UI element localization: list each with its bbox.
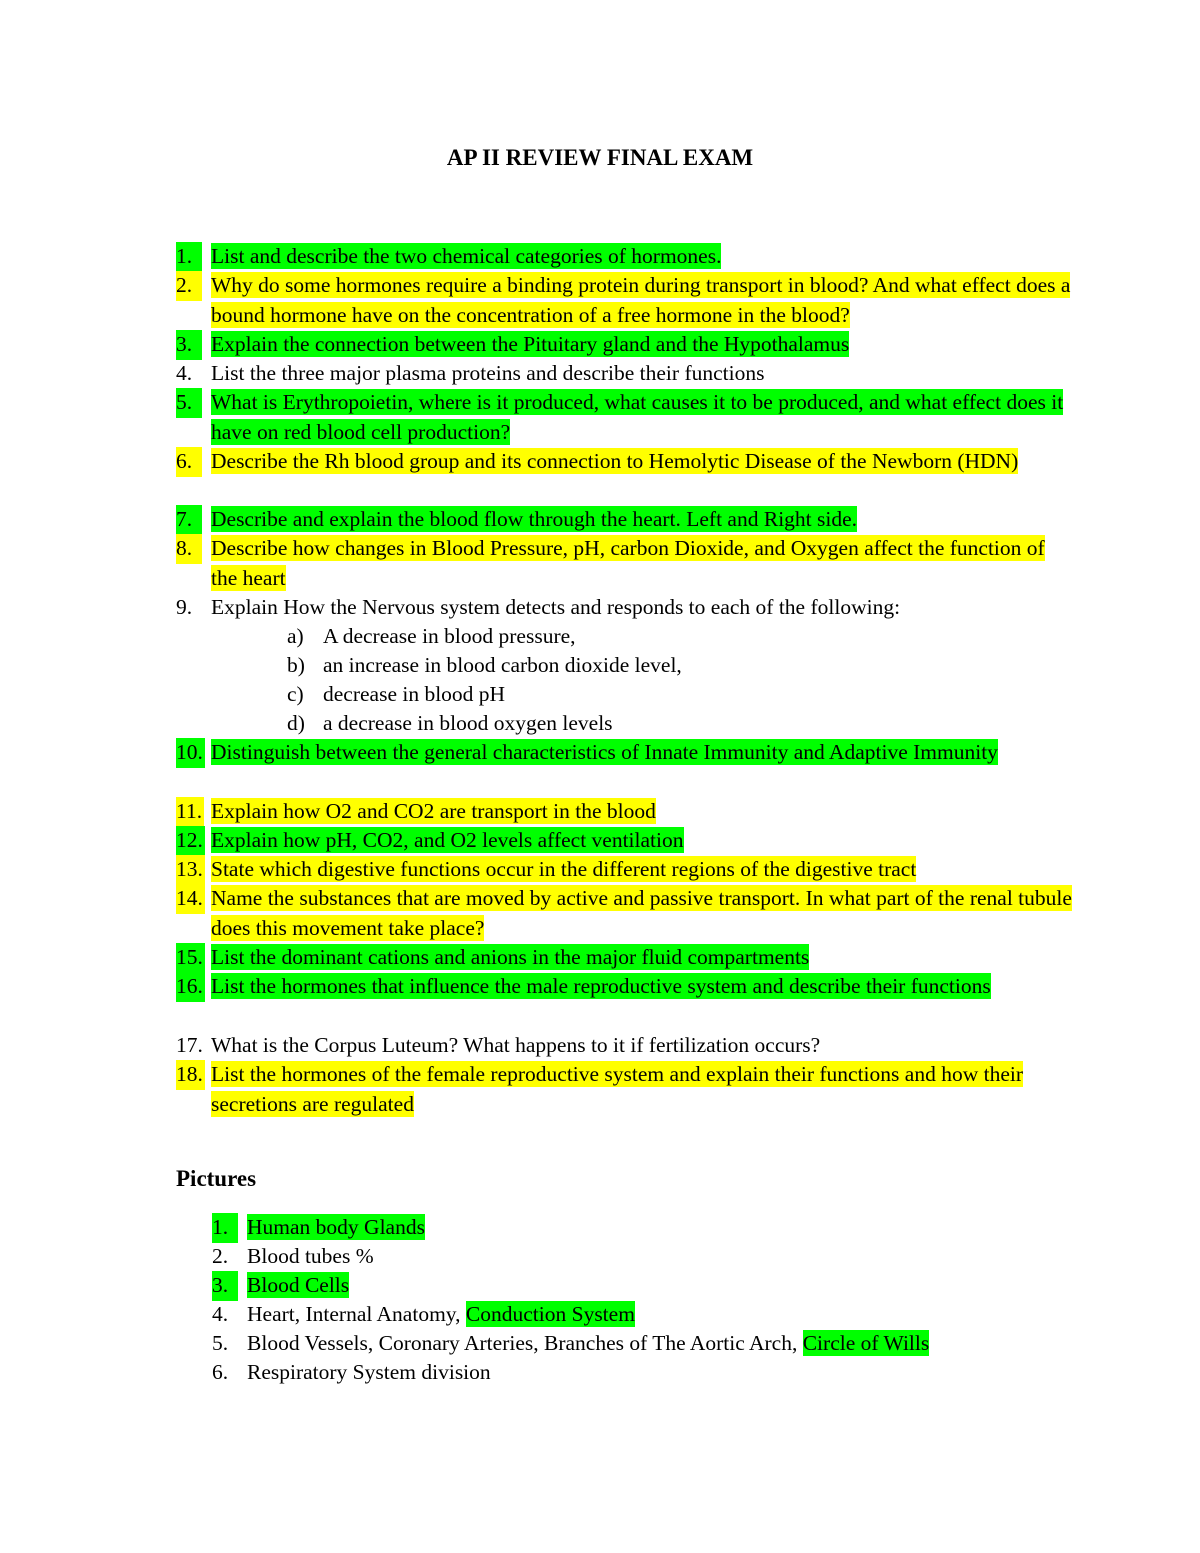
- question-item: [176, 943, 1076, 973]
- question-item: [176, 505, 1076, 535]
- question-text: Describe the Rh blood group and its connection to Hemolytic Disease of the Newborn (HDN): [211, 449, 1019, 473]
- question-text: List the dominant cations and anions in the major fluid compartments: [211, 945, 810, 969]
- question-item: [176, 797, 1076, 827]
- picture-text: Conduction System: [465, 1302, 635, 1326]
- question-number: 15.: [176, 943, 205, 973]
- question-item: [176, 1031, 1076, 1061]
- picture-text: Respiratory System division: [247, 1360, 491, 1384]
- subitem-text: decrease in blood pH: [323, 682, 506, 706]
- question-number: 9.: [176, 595, 193, 619]
- question-item: [176, 447, 1076, 477]
- question-text: List the three major plasma proteins and describe their functions: [211, 361, 765, 385]
- question-number: 13.: [176, 855, 205, 885]
- subitem-label: a): [287, 624, 304, 648]
- picture-item: [212, 1271, 1112, 1301]
- question-item: [176, 534, 1076, 593]
- subitem-text: a decrease in blood oxygen levels: [323, 711, 613, 735]
- question-number: 7.: [176, 505, 202, 535]
- question-number: 12.: [176, 826, 205, 856]
- question-text: Explain how pH, CO2, and O2 levels affect ventilation: [211, 828, 684, 852]
- question-text: What is Erythropoietin, where is it produced, what causes it to be produced, and what effect does it have on red blood cell production?: [211, 390, 1064, 444]
- question-number: 4.: [176, 361, 193, 385]
- question-number: 17.: [176, 1033, 203, 1057]
- question-text: Describe and explain the blood flow through the heart. Left and Right side.: [211, 507, 858, 531]
- picture-item: [212, 1329, 1112, 1359]
- subitem-label: d): [287, 711, 305, 735]
- picture-number: 6.: [212, 1360, 229, 1384]
- picture-number: 5.: [212, 1331, 229, 1355]
- question-number: 11.: [176, 797, 204, 827]
- picture-number: 2.: [212, 1244, 229, 1268]
- subitem-label: b): [287, 653, 305, 677]
- question-item: [176, 388, 1076, 447]
- picture-text: Blood tubes %: [247, 1244, 374, 1268]
- question-text: Name the substances that are moved by active and passive transport. In what part of the renal tubule does this movement take place?: [211, 886, 1072, 940]
- question-number: 10.: [176, 738, 205, 768]
- question-item: [176, 855, 1076, 885]
- picture-number: 3.: [212, 1271, 238, 1301]
- pictures-heading: Pictures: [176, 1166, 257, 1191]
- question-text: List the hormones that influence the male reproductive system and describe their functions: [211, 974, 991, 998]
- question-text: State which digestive functions occur in the different regions of the digestive tract: [211, 857, 917, 881]
- picture-text: Blood Vessels, Coronary Arteries, Branches of The Aortic Arch,: [247, 1331, 803, 1355]
- question-text: Why do some hormones require a binding protein during transport in blood? And what effect does a bound hormone have on the concentration of a free hormone in the blood?: [211, 273, 1071, 327]
- q9-subitem: [287, 622, 987, 652]
- picture-number: 1.: [212, 1213, 238, 1243]
- question-item: [176, 359, 1076, 389]
- subitem-text: A decrease in blood pressure,: [323, 624, 576, 648]
- subitem-text: an increase in blood carbon dioxide level,: [323, 653, 682, 677]
- question-text: Explain how O2 and CO2 are transport in the blood: [211, 799, 656, 823]
- question-text: Describe how changes in Blood Pressure, pH, carbon Dioxide, and Oxygen affect the function of the heart: [211, 536, 1045, 590]
- question-number: 1.: [176, 242, 202, 272]
- question-text: List and describe the two chemical categories of hormones.: [211, 244, 722, 268]
- question-number: 18.: [176, 1060, 205, 1090]
- picture-item: [212, 1213, 1112, 1243]
- picture-item: [212, 1358, 1112, 1388]
- question-item: [176, 330, 1076, 360]
- q9-subitem: [287, 651, 987, 681]
- question-number: 5.: [176, 388, 202, 418]
- picture-number: 4.: [212, 1302, 229, 1326]
- picture-text: Human body Glands: [247, 1215, 425, 1239]
- q9-subitem: [287, 709, 987, 739]
- question-number: 2.: [176, 271, 202, 301]
- question-number: 8.: [176, 534, 202, 564]
- page-title: AP II REVIEW FINAL EXAM: [446, 145, 754, 170]
- question-number: 16.: [176, 972, 205, 1002]
- question-number: 14.: [176, 884, 205, 914]
- question-item: [176, 884, 1076, 943]
- question-text: What is the Corpus Luteum? What happens to it if fertilization occurs?: [211, 1033, 821, 1057]
- question-item: [176, 271, 1076, 330]
- question-text: List the hormones of the female reproductive system and explain their functions and how their secretions are regulated: [211, 1062, 1023, 1116]
- picture-text: Blood Cells: [247, 1273, 350, 1297]
- question-text: Distinguish between the general characteristics of Innate Immunity and Adaptive Immunity: [211, 740, 998, 764]
- question-number: 6.: [176, 447, 202, 477]
- question-item: [176, 738, 1076, 768]
- question-item: [176, 826, 1076, 856]
- picture-text: Heart, Internal Anatomy,: [247, 1302, 466, 1326]
- picture-text: Circle of Wills: [802, 1331, 930, 1355]
- question-number: 3.: [176, 330, 202, 360]
- question-item: [176, 242, 1076, 272]
- question-item: [176, 593, 1076, 623]
- question-text: Explain the connection between the Pituitary gland and the Hypothalamus: [211, 332, 850, 356]
- picture-item: [212, 1242, 1112, 1272]
- q9-subitem: [287, 680, 987, 710]
- question-item: [176, 1060, 1076, 1119]
- subitem-label: c): [287, 682, 304, 706]
- question-text: Explain How the Nervous system detects and responds to each of the following:: [211, 595, 901, 619]
- picture-item: [212, 1300, 1112, 1330]
- question-item: [176, 972, 1076, 1002]
